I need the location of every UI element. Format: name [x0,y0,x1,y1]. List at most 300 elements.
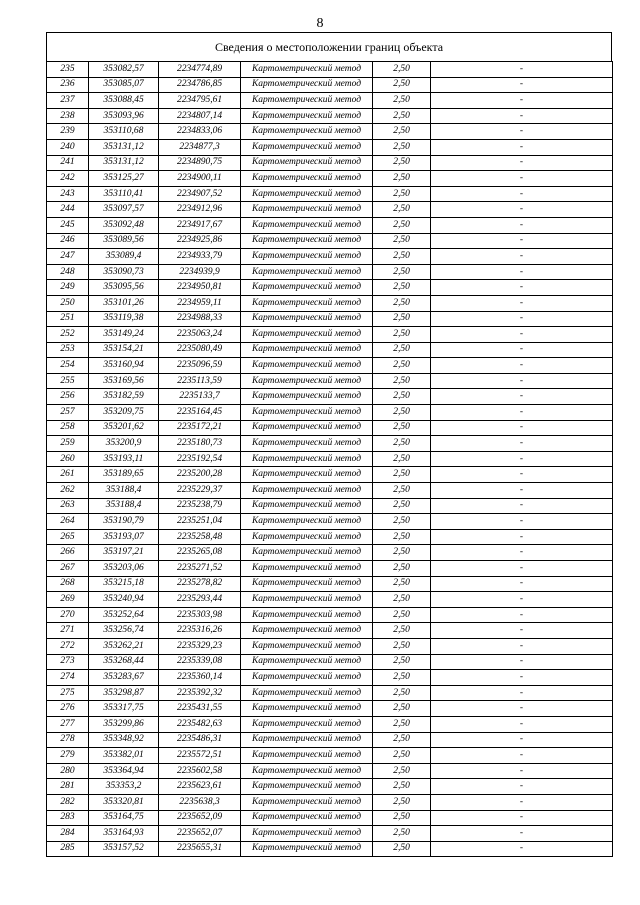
method-cell: Картометрический метод [241,217,373,233]
method-cell: Картометрический метод [241,716,373,732]
description-cell: - [431,467,613,483]
table-row [47,623,613,639]
accuracy-cell: 2,50 [373,389,431,405]
description-cell: - [431,108,613,124]
method-cell: Картометрический метод [241,654,373,670]
y-coordinate-cell: 2234890,75 [159,155,241,171]
x-coordinate-cell: 353200,9 [89,436,159,452]
table-row [47,77,613,93]
point-number-cell: 280 [47,763,89,779]
method-cell: Картометрический метод [241,529,373,545]
y-coordinate-cell: 2235392,32 [159,685,241,701]
x-coordinate-cell: 353085,07 [89,77,159,93]
accuracy-cell: 2,50 [373,405,431,421]
y-coordinate-cell: 2235482,63 [159,716,241,732]
table-row [47,108,613,124]
description-cell: - [431,124,613,140]
description-cell: - [431,810,613,826]
y-coordinate-cell: 2234939,9 [159,264,241,280]
table-row [47,186,613,202]
point-number-cell: 284 [47,826,89,842]
point-number-cell: 268 [47,576,89,592]
accuracy-cell: 2,50 [373,108,431,124]
method-cell: Картометрический метод [241,498,373,514]
y-coordinate-cell: 2235096,59 [159,358,241,374]
description-cell: - [431,436,613,452]
table-row [47,514,613,530]
accuracy-cell: 2,50 [373,420,431,436]
x-coordinate-cell: 353090,73 [89,264,159,280]
y-coordinate-cell: 2235113,59 [159,373,241,389]
point-number-cell: 259 [47,436,89,452]
y-coordinate-cell: 2235229,37 [159,483,241,499]
description-cell: - [431,155,613,171]
x-coordinate-cell: 353149,24 [89,327,159,343]
accuracy-cell: 2,50 [373,794,431,810]
accuracy-cell: 2,50 [373,311,431,327]
point-number-cell: 249 [47,280,89,296]
point-number-cell: 246 [47,233,89,249]
method-cell: Картометрический метод [241,358,373,374]
description-cell: - [431,358,613,374]
accuracy-cell: 2,50 [373,779,431,795]
x-coordinate-cell: 353125,27 [89,171,159,187]
y-coordinate-cell: 2235623,61 [159,779,241,795]
table-row [47,576,613,592]
y-coordinate-cell: 2235172,21 [159,420,241,436]
table-row [47,155,613,171]
point-number-cell: 261 [47,467,89,483]
method-cell: Картометрический метод [241,202,373,218]
table-row [47,685,613,701]
method-cell: Картометрический метод [241,171,373,187]
accuracy-cell: 2,50 [373,623,431,639]
method-cell: Картометрический метод [241,405,373,421]
point-number-cell: 250 [47,295,89,311]
y-coordinate-cell: 2234833,06 [159,124,241,140]
description-cell: - [431,779,613,795]
method-cell: Картометрический метод [241,623,373,639]
description-cell: - [431,342,613,358]
description-cell: - [431,311,613,327]
method-cell: Картометрический метод [241,155,373,171]
x-coordinate-cell: 353201,62 [89,420,159,436]
point-number-cell: 257 [47,405,89,421]
table-row [47,529,613,545]
accuracy-cell: 2,50 [373,249,431,265]
description-cell: - [431,483,613,499]
description-cell: - [431,93,613,109]
point-number-cell: 252 [47,327,89,343]
description-cell: - [431,389,613,405]
x-coordinate-cell: 353088,45 [89,93,159,109]
x-coordinate-cell: 353089,56 [89,233,159,249]
point-number-cell: 278 [47,732,89,748]
method-cell: Картометрический метод [241,62,373,78]
description-cell: - [431,451,613,467]
description-cell: - [431,498,613,514]
accuracy-cell: 2,50 [373,685,431,701]
table-row [47,295,613,311]
method-cell: Картометрический метод [241,561,373,577]
description-cell: - [431,295,613,311]
description-cell: - [431,62,613,78]
accuracy-cell: 2,50 [373,327,431,343]
y-coordinate-cell: 2234917,67 [159,217,241,233]
accuracy-cell: 2,50 [373,124,431,140]
table-row [47,561,613,577]
method-cell: Картометрический метод [241,327,373,343]
accuracy-cell: 2,50 [373,483,431,499]
point-number-cell: 285 [47,841,89,857]
y-coordinate-cell: 2234933,79 [159,249,241,265]
point-number-cell: 254 [47,358,89,374]
table-row [47,93,613,109]
accuracy-cell: 2,50 [373,233,431,249]
x-coordinate-cell: 353131,12 [89,139,159,155]
y-coordinate-cell: 2235303,98 [159,607,241,623]
method-cell: Картометрический метод [241,794,373,810]
description-cell: - [431,171,613,187]
table-row [47,420,613,436]
method-cell: Картометрический метод [241,108,373,124]
description-cell: - [431,623,613,639]
y-coordinate-cell: 2235080,49 [159,342,241,358]
method-cell: Картометрический метод [241,685,373,701]
method-cell: Картометрический метод [241,233,373,249]
accuracy-cell: 2,50 [373,342,431,358]
y-coordinate-cell: 2234900,11 [159,171,241,187]
description-cell: - [431,716,613,732]
x-coordinate-cell: 353082,57 [89,62,159,78]
description-cell: - [431,327,613,343]
description-cell: - [431,607,613,623]
table-row [47,763,613,779]
accuracy-cell: 2,50 [373,62,431,78]
method-cell: Картометрический метод [241,763,373,779]
table-row [47,654,613,670]
accuracy-cell: 2,50 [373,373,431,389]
table-row [47,592,613,608]
x-coordinate-cell: 353189,65 [89,467,159,483]
description-cell: - [431,841,613,857]
description-cell: - [431,529,613,545]
description-cell: - [431,670,613,686]
coordinates-table [46,61,613,857]
table-row [47,62,613,78]
table-row [47,701,613,717]
accuracy-cell: 2,50 [373,592,431,608]
y-coordinate-cell: 2234907,52 [159,186,241,202]
accuracy-cell: 2,50 [373,701,431,717]
x-coordinate-cell: 353110,68 [89,124,159,140]
accuracy-cell: 2,50 [373,810,431,826]
description-cell: - [431,202,613,218]
description-cell: - [431,373,613,389]
table-row [47,483,613,499]
description-cell: - [431,420,613,436]
table-row [47,841,613,857]
coordinates-sheet [46,32,612,857]
point-number-cell: 240 [47,139,89,155]
point-number-cell: 269 [47,592,89,608]
accuracy-cell: 2,50 [373,451,431,467]
description-cell: - [431,638,613,654]
method-cell: Картометрический метод [241,186,373,202]
point-number-cell: 266 [47,545,89,561]
point-number-cell: 277 [47,716,89,732]
description-cell: - [431,748,613,764]
table-row [47,826,613,842]
table-row [47,311,613,327]
point-number-cell: 262 [47,483,89,499]
description-cell: - [431,826,613,842]
point-number-cell: 242 [47,171,89,187]
description-cell: - [431,685,613,701]
description-cell: - [431,405,613,421]
description-cell: - [431,576,613,592]
x-coordinate-cell: 353262,21 [89,638,159,654]
method-cell: Картометрический метод [241,467,373,483]
x-coordinate-cell: 353299,86 [89,716,159,732]
accuracy-cell: 2,50 [373,576,431,592]
method-cell: Картометрический метод [241,420,373,436]
point-number-cell: 260 [47,451,89,467]
point-number-cell: 283 [47,810,89,826]
x-coordinate-cell: 353154,21 [89,342,159,358]
y-coordinate-cell: 2234925,86 [159,233,241,249]
x-coordinate-cell: 353190,79 [89,514,159,530]
method-cell: Картометрический метод [241,264,373,280]
table-row [47,358,613,374]
table-row [47,498,613,514]
method-cell: Картометрический метод [241,295,373,311]
method-cell: Картометрический метод [241,342,373,358]
point-number-cell: 276 [47,701,89,717]
accuracy-cell: 2,50 [373,748,431,764]
description-cell: - [431,264,613,280]
point-number-cell: 235 [47,62,89,78]
accuracy-cell: 2,50 [373,529,431,545]
x-coordinate-cell: 353164,93 [89,826,159,842]
table-row [47,436,613,452]
accuracy-cell: 2,50 [373,202,431,218]
x-coordinate-cell: 353097,57 [89,202,159,218]
y-coordinate-cell: 2235431,55 [159,701,241,717]
y-coordinate-cell: 2235360,14 [159,670,241,686]
accuracy-cell: 2,50 [373,561,431,577]
table-row [47,217,613,233]
table-row [47,139,613,155]
accuracy-cell: 2,50 [373,217,431,233]
method-cell: Картометрический метод [241,139,373,155]
accuracy-cell: 2,50 [373,545,431,561]
method-cell: Картометрический метод [241,826,373,842]
x-coordinate-cell: 353131,12 [89,155,159,171]
point-number-cell: 248 [47,264,89,280]
accuracy-cell: 2,50 [373,670,431,686]
point-number-cell: 265 [47,529,89,545]
method-cell: Картометрический метод [241,638,373,654]
point-number-cell: 245 [47,217,89,233]
y-coordinate-cell: 2235602,58 [159,763,241,779]
table-row [47,779,613,795]
x-coordinate-cell: 353157,52 [89,841,159,857]
point-number-cell: 273 [47,654,89,670]
accuracy-cell: 2,50 [373,295,431,311]
table-row [47,670,613,686]
method-cell: Картометрический метод [241,311,373,327]
accuracy-cell: 2,50 [373,358,431,374]
point-number-cell: 243 [47,186,89,202]
method-cell: Картометрический метод [241,748,373,764]
method-cell: Картометрический метод [241,436,373,452]
y-coordinate-cell: 2234795,61 [159,93,241,109]
method-cell: Картометрический метод [241,607,373,623]
description-cell: - [431,77,613,93]
table-row [47,794,613,810]
point-number-cell: 279 [47,748,89,764]
point-number-cell: 282 [47,794,89,810]
y-coordinate-cell: 2234950,81 [159,280,241,296]
point-number-cell: 247 [47,249,89,265]
point-number-cell: 237 [47,93,89,109]
y-coordinate-cell: 2235652,07 [159,826,241,842]
description-cell: - [431,217,613,233]
method-cell: Картометрический метод [241,280,373,296]
x-coordinate-cell: 353240,94 [89,592,159,608]
x-coordinate-cell: 353353,2 [89,779,159,795]
x-coordinate-cell: 353203,06 [89,561,159,577]
y-coordinate-cell: 2235258,48 [159,529,241,545]
description-cell: - [431,654,613,670]
y-coordinate-cell: 2235486,31 [159,732,241,748]
x-coordinate-cell: 353188,4 [89,483,159,499]
method-cell: Картометрический метод [241,514,373,530]
method-cell: Картометрический метод [241,389,373,405]
y-coordinate-cell: 2235133,7 [159,389,241,405]
method-cell: Картометрический метод [241,779,373,795]
x-coordinate-cell: 353093,96 [89,108,159,124]
point-number-cell: 241 [47,155,89,171]
y-coordinate-cell: 2235655,31 [159,841,241,857]
table-row [47,202,613,218]
x-coordinate-cell: 353160,94 [89,358,159,374]
table-row [47,748,613,764]
description-cell: - [431,545,613,561]
table-row [47,342,613,358]
method-cell: Картометрический метод [241,483,373,499]
y-coordinate-cell: 2235572,51 [159,748,241,764]
accuracy-cell: 2,50 [373,514,431,530]
x-coordinate-cell: 353164,75 [89,810,159,826]
point-number-cell: 236 [47,77,89,93]
x-coordinate-cell: 353119,38 [89,311,159,327]
table-row [47,249,613,265]
table-row [47,233,613,249]
accuracy-cell: 2,50 [373,155,431,171]
table-row [47,716,613,732]
x-coordinate-cell: 353382,01 [89,748,159,764]
x-coordinate-cell: 353193,11 [89,451,159,467]
accuracy-cell: 2,50 [373,280,431,296]
table-row [47,467,613,483]
point-number-cell: 263 [47,498,89,514]
description-cell: - [431,701,613,717]
x-coordinate-cell: 353169,56 [89,373,159,389]
description-cell: - [431,139,613,155]
y-coordinate-cell: 2234959,11 [159,295,241,311]
table-row [47,451,613,467]
table-row [47,280,613,296]
point-number-cell: 275 [47,685,89,701]
y-coordinate-cell: 2234912,96 [159,202,241,218]
x-coordinate-cell: 353110,41 [89,186,159,202]
point-number-cell: 238 [47,108,89,124]
accuracy-cell: 2,50 [373,732,431,748]
table-row [47,405,613,421]
table-row [47,638,613,654]
y-coordinate-cell: 2235265,08 [159,545,241,561]
point-number-cell: 258 [47,420,89,436]
description-cell: - [431,186,613,202]
y-coordinate-cell: 2234877,3 [159,139,241,155]
accuracy-cell: 2,50 [373,763,431,779]
y-coordinate-cell: 2235293,44 [159,592,241,608]
x-coordinate-cell: 353364,94 [89,763,159,779]
description-cell: - [431,249,613,265]
x-coordinate-cell: 353317,75 [89,701,159,717]
y-coordinate-cell: 2234774,89 [159,62,241,78]
x-coordinate-cell: 353215,18 [89,576,159,592]
y-coordinate-cell: 2235192,54 [159,451,241,467]
description-cell: - [431,514,613,530]
x-coordinate-cell: 353197,21 [89,545,159,561]
x-coordinate-cell: 353095,56 [89,280,159,296]
y-coordinate-cell: 2235652,09 [159,810,241,826]
table-row [47,373,613,389]
x-coordinate-cell: 353092,48 [89,217,159,233]
x-coordinate-cell: 353320,81 [89,794,159,810]
page-number: 8 [316,16,324,31]
point-number-cell: 272 [47,638,89,654]
y-coordinate-cell: 2235238,79 [159,498,241,514]
y-coordinate-cell: 2235339,08 [159,654,241,670]
x-coordinate-cell: 353089,4 [89,249,159,265]
y-coordinate-cell: 2234988,33 [159,311,241,327]
point-number-cell: 267 [47,561,89,577]
description-cell: - [431,280,613,296]
accuracy-cell: 2,50 [373,841,431,857]
y-coordinate-cell: 2235164,45 [159,405,241,421]
accuracy-cell: 2,50 [373,264,431,280]
point-number-cell: 255 [47,373,89,389]
point-number-cell: 239 [47,124,89,140]
accuracy-cell: 2,50 [373,654,431,670]
description-cell: - [431,592,613,608]
table-row [47,264,613,280]
x-coordinate-cell: 353188,4 [89,498,159,514]
point-number-cell: 274 [47,670,89,686]
method-cell: Картометрический метод [241,249,373,265]
accuracy-cell: 2,50 [373,638,431,654]
point-number-cell: 244 [47,202,89,218]
accuracy-cell: 2,50 [373,716,431,732]
y-coordinate-cell: 2234786,85 [159,77,241,93]
table-row [47,124,613,140]
description-cell: - [431,561,613,577]
table-row [47,171,613,187]
